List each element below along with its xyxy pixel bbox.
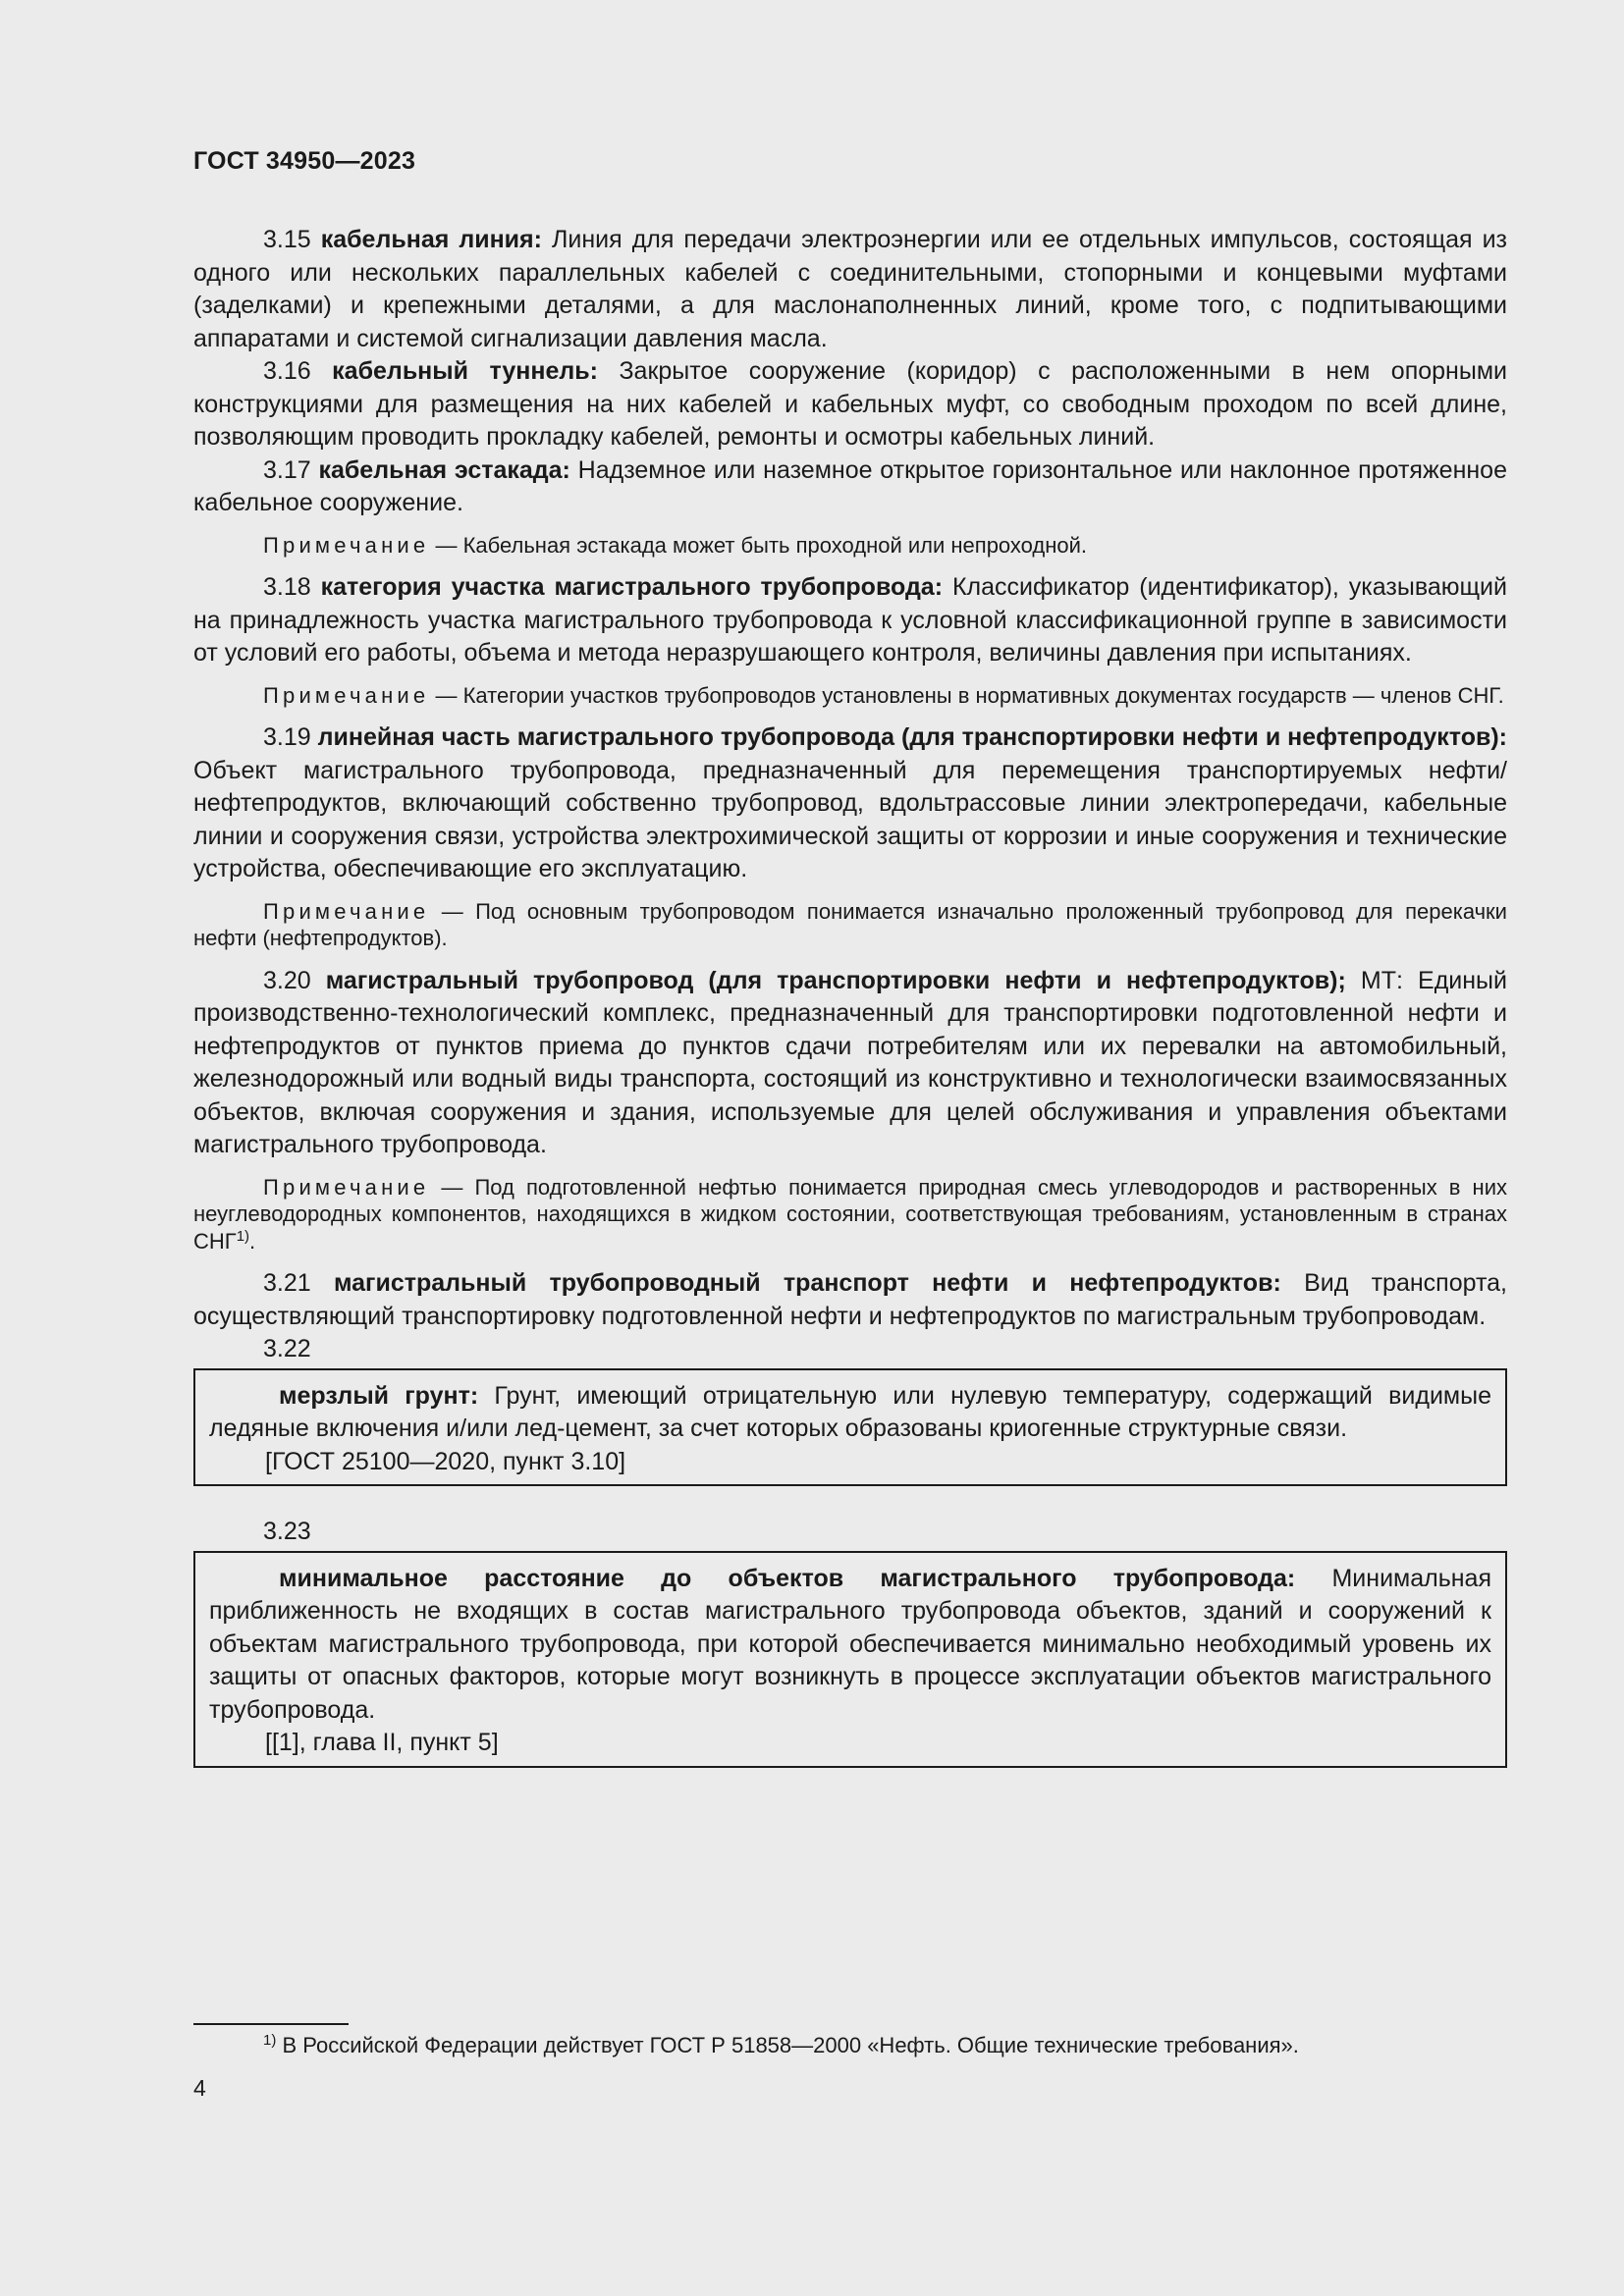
- entry-3-15: 3.15 кабельная линия: Линия для передачи электроэнергии или ее отдельных импульсов, состоящая из одного или нескольких параллельных кабелей с соединительными, стопорными и концевыми муфтами (заделками) и крепежными деталями, а для маслонаполненных линий, кроме того, с подпитывающими аппаратами и системой сигнализации давления масла.: [193, 226, 1508, 352]
- term: линейная часть магистрального трубопровода (для транспортировки нефти и нефтепродуктов):: [317, 723, 1507, 751]
- note-label: Примечание: [263, 898, 430, 924]
- source-reference: [[1], глава II, пункт 5]: [265, 1729, 499, 1756]
- definition: Вид транспорта, осуществляющий транспортировку подготовленной нефти и нефтепродуктов по магистральным трубопроводам.: [193, 1269, 1507, 1330]
- term: кабельная линия:: [320, 226, 542, 253]
- note-3-17: Примечание — Кабельная эстакада может быть проходной или непроходной.: [263, 532, 1088, 558]
- boxed-term-3-23: [193, 1551, 1507, 1768]
- footnote-ref: 1): [236, 1227, 250, 1245]
- definition: Минимальная приближенность не входящих в состав магистрального трубопровода объектов, зданий и сооружений к объектам магистрального трубопровода, при которой обеспечивается минимально необходимый уровень их защиты от опасных факторов, которые могут возникнуть в процессе эксплуатации объектов магистрального трубопровода.: [209, 1564, 1491, 1724]
- note-label: Примечание: [263, 532, 430, 558]
- document-header: ГОСТ 34950—2023: [193, 147, 416, 175]
- term: мерзлый грунт:: [279, 1381, 479, 1410]
- entry-3-19: 3.19 линейная часть магистрального трубопровода (для транспортировки нефти и нефтепродуктов): Объект магистрального трубопровода, предназначенный для перемещения транспортируемых нефти/нефтепродуктов, включающий собственно трубопровод, вдольтрассовые линии электропередачи, кабельные линии и сооружения связи, устройства электрохимической защиты от коррозии и иные сооружения и технические устройства, обеспечивающие его эксплуатацию.: [193, 723, 1507, 882]
- definition: Надземное или наземное открытое горизонтальное или наклонное протяженное кабельное сооружение.: [193, 455, 1507, 516]
- term: магистральный трубопроводный транспорт нефти и нефтепродуктов:: [333, 1269, 1281, 1297]
- page-number: 4: [193, 2075, 206, 2101]
- entry-3-16: 3.16 кабельный туннель: Закрытое сооружение (коридор) с расположенными в нем опорными конструкциями для размещения на них кабелей и кабельных муфт, со свободным проходом по всей длине, позволяющим проводить прокладку кабелей, ремонты и осмотры кабельных линий.: [193, 357, 1507, 451]
- entry-3-17: 3.17 кабельная эстакада: Надземное или наземное открытое горизонтальное или наклонное протяженное кабельное сооружение.: [193, 455, 1507, 516]
- boxed-term-3-22: [193, 1368, 1507, 1487]
- note-3-18: Примечание — Категории участков трубопроводов установлены в нормативных документах государств — членов СНГ.: [263, 682, 1504, 708]
- entry-3-20: 3.20 магистральный трубопровод (для транспортировки нефти и нефтепродуктов); МТ: Единый производственно-технологический комплекс, предназначенный для транспортировки подготовленной нефти и нефтепродуктов от пунктов приема до пунктов сдачи потребителям или их перевалки на автомобильный, железнодорожный или водный виды транспорта, состоящий из конструктивно и технологически взаимосвязанных объектов, включая сооружения и здания, используемые для целей обслуживания и управления объектами магистрального трубопровода.: [193, 966, 1507, 1158]
- definition: Линия для передачи электроэнергии или ее отдельных импульсов, состоящая из одного или нескольких параллельных кабелей с соединительными, стопорными и концевыми муфтами (заделками) и крепежными деталями, а для маслонаполненных линий, кроме того, с подпитывающими аппаратами и системой сигнализации давления масла.: [193, 226, 1508, 352]
- entry-3-23-number: 3.23: [263, 1518, 311, 1545]
- term: кабельный туннель:: [332, 357, 598, 385]
- entry-3-21: 3.21 магистральный трубопроводный транспорт нефти и нефтепродуктов: Вид транспорта, осуществляющий транспортировку подготовленной нефти и нефтепродуктов по магистральным трубопроводам.: [193, 1269, 1507, 1330]
- note-3-20: Примечание — Под подготовленной нефтью понимается природная смесь углеводородов и растворенных в них неуглеводородных компонентов, находящихся в жидком состоянии, соответствующая требованиям, установленным в странах СНГ$^{1)}$.: [193, 1174, 1507, 1254]
- term: минимальное расстояние до объектов магистрального трубопровода:: [279, 1564, 1296, 1592]
- entry-3-18: 3.18 категория участка магистрального трубопровода: Классификатор (идентификатор), указывающий на принадлежность участка магистрального трубопровода к условной классификационной группе в зависимости от условий его работы, объема и метода неразрушающего контроля, величины давления при испытаниях.: [193, 573, 1507, 667]
- note-label: Примечание: [263, 682, 430, 708]
- definition: МТ: Единый производственно-технологический комплекс, предназначенный для транспортировки подготовленной нефти и нефтепродуктов от пунктов приема до пунктов сдачи потребителям или их перевалки на автомобильный, железнодорожный или водный виды транспорта, состоящий из конструктивно и технологически взаимосвязанных объектов, включая сооружения и здания, используемые для целей обслуживания и управления объектами магистрального трубопровода.: [193, 966, 1507, 1158]
- note-3-19: Примечание — Под основным трубопроводом понимается изначально проложенный трубопровод для перекачки нефти (нефтепродуктов).: [193, 898, 1507, 950]
- definition: Классификатор (идентификатор), указывающий на принадлежность участка магистрального трубопровода к условной классификационной группе в зависимости от условий его работы, объема и метода неразрушающего контроля, величины давления при испытаниях.: [193, 573, 1507, 667]
- definition: Объект магистрального трубопровода, предназначенный для перемещения транспортируемых нефти/нефтепродуктов, включающий собственно трубопровод, вдольтрассовые линии электропередачи, кабельные линии и сооружения связи, устройства электрохимической защиты от коррозии и иные сооружения и технические устройства, обеспечивающие его эксплуатацию.: [193, 756, 1507, 882]
- source-reference: [ГОСТ 25100—2020, пункт 3.10]: [265, 1447, 626, 1475]
- note-label: Примечание: [263, 1174, 430, 1200]
- boxed-definition: [209, 1563, 1491, 1728]
- boxed-definition: [209, 1380, 1491, 1446]
- document-body: [193, 224, 1507, 1768]
- entry-3-22-number: 3.22: [263, 1335, 311, 1362]
- definition: Грунт, имеющий отрицательную или нулевую температуру, содержащий видимые ледяные включения и/или лед-цемент, за счет которых образованы криогенные структурные связи.: [209, 1381, 1491, 1442]
- term: категория участка магистрального трубопровода:: [320, 573, 944, 601]
- definition: Закрытое сооружение (коридор) с расположенными в нем опорными конструкциями для размещения на них кабелей и кабельных муфт, со свободным проходом по всей длине, позволяющим проводить прокладку кабелей, ремонты и осмотры кабельных линий.: [193, 357, 1507, 451]
- footnote-marker: 1): [263, 2032, 277, 2049]
- footnote-divider: [193, 2023, 349, 2025]
- term: кабельная эстакада:: [318, 455, 570, 484]
- footnote: $^{1)}$ В Российской Федерации действует ГОСТ Р 51858—2000 «Нефть. Общие технические требования».: [263, 2032, 1299, 2057]
- term: магистральный трубопровод (для транспортировки нефти и нефтепродуктов);: [325, 966, 1346, 994]
